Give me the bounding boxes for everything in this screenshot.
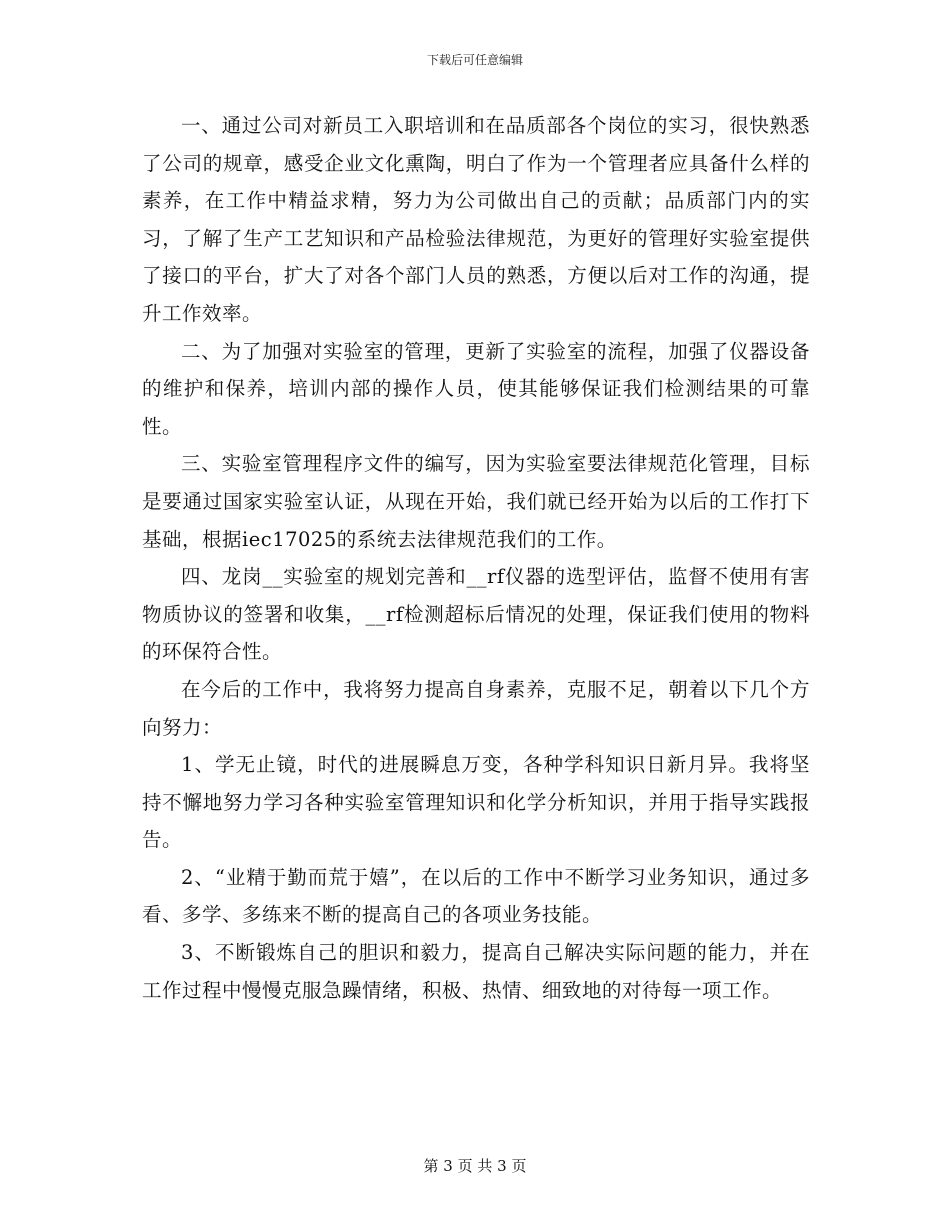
page-number-footer: 第 3 页 共 3 页 xyxy=(423,1157,527,1175)
paragraph-3: 三、实验室管理程序文件的编写，因为实验室要法律规范化管理，目标是要通过国家实验室认证，从现在开始，我们就已经开始为以后的工作打下基础，根据iec17025的系统去法律规范我们的工作。 xyxy=(142,452,810,551)
paragraph-7: 2、“业精于勤而荒于嬉”，在以后的工作中不断学习业务知识，通过多看、多学、多练来不断的提高自己的各项业务技能。 xyxy=(142,865,810,927)
paragraph-6: 1、学无止镜，时代的进展瞬息万变，各种学科知识日新月异。我将坚持不懈地努力学习各种实验室管理知识和化学分析知识，并用于指导实践报告。 xyxy=(142,753,810,852)
paragraph-4: 四、龙岗__实验室的规划完善和__rf仪器的选型评估，监督不使用有害物质协议的签署和收集，__rf检测超标后情况的处理，保证我们使用的物料的环保符合性。 xyxy=(142,565,810,664)
page-header: 下载后可任意编辑 xyxy=(426,53,523,67)
paragraph-5: 在今后的工作中，我将努力提高自身素养，克服不足，朝着以下几个方向努力： xyxy=(142,677,810,739)
paragraph-2: 二、为了加强对实验室的管理，更新了实验室的流程，加强了仪器设备的维护和保养，培训内部的操作人员，使其能够保证我们检测结果的可靠性。 xyxy=(142,339,810,438)
paragraph-8: 3、不断锻炼自己的胆识和毅力，提高自己解决实际问题的能力，并在工作过程中慢慢克服急躁情绪，积极、热情、细致地的对待每一项工作。 xyxy=(142,941,810,1002)
document-body xyxy=(142,107,810,1009)
paragraph-1: 一、通过公司对新员工入职培训和在品质部各个岗位的实习，很快熟悉了公司的规章，感受企业文化熏陶，明白了作为一个管理者应具备什么样的素养，在工作中精益求精，努力为公司做出自己的贡献；品质部门内的实习，了解了生产工艺知识和产品检验法律规范，为更好的管理好实验室提供了接口的平台，扩大了对各个部门人员的熟悉，方便以后对工作的沟通，提升工作效率。 xyxy=(142,114,810,325)
